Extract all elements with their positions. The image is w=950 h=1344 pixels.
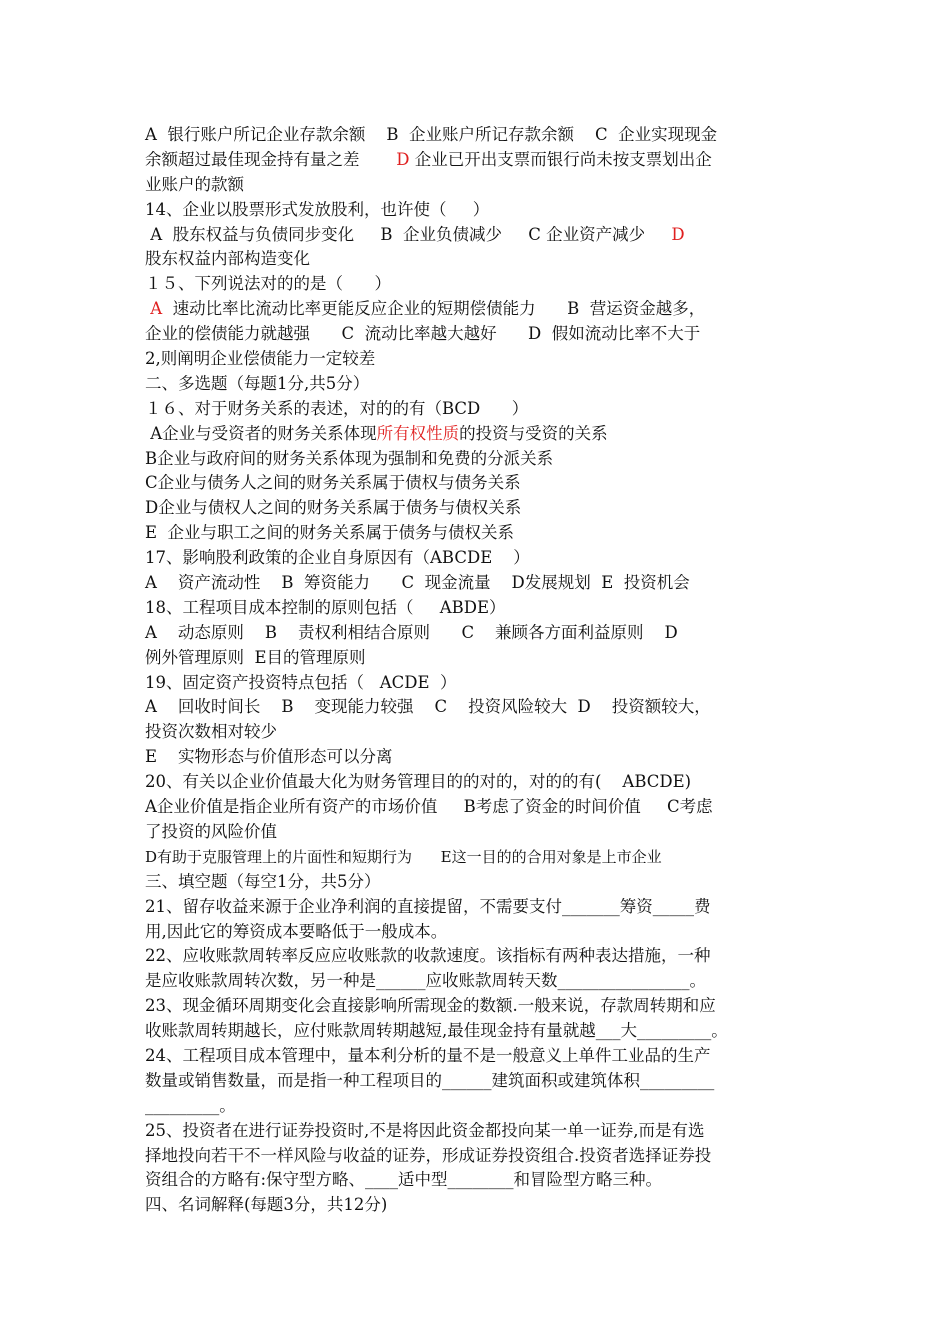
text-segment: 24、工程项目成本管理中，量本利分析的量不是一般意义上单件工业品的生产 xyxy=(145,1045,711,1065)
text-segment: １６、对于财务关系的表述，对的的有（BCD ） xyxy=(145,398,529,418)
text-segment: 20、有关以企业价值最大化为财务管理目的的对的，对的的有( ABCDE) xyxy=(145,772,692,792)
text-line xyxy=(145,272,815,297)
text-line xyxy=(145,671,815,696)
text-line xyxy=(145,596,815,621)
text-segment: 数量或销售数量，而是指一种工程项目的______建筑面积或建筑体积_________ xyxy=(145,1070,715,1090)
text-segment: 了投资的风险价值 xyxy=(145,821,277,841)
text-segment: A 动态原则 B 责权利相结合原则 C 兼顾各方面利益原则 D xyxy=(145,622,678,642)
text-segment: 企业的偿债能力就越强 C 流动比率越大越好 D 假如流动比率不大于 xyxy=(145,324,701,344)
text-line xyxy=(145,845,815,870)
text-segment: A企业价值是指企业所有资产的市场价值 B考虑了资金的时间价值 C考虑 xyxy=(145,797,713,817)
text-segment: _________。 xyxy=(145,1095,236,1115)
text-segment: D企业与债权人之间的财务关系属于债务与债权关系 xyxy=(145,498,522,518)
text-segment: C企业与债务人之间的财务关系属于债权与债务关系 xyxy=(145,473,521,493)
text-segment: 择地投向若干不一样风险与收益的证券，形成证券投资组合.投资者选择证券投 xyxy=(145,1145,712,1165)
text-segment: 股东权益内部构造变化 xyxy=(145,249,310,269)
text-line xyxy=(145,546,815,571)
text-line xyxy=(145,422,815,447)
text-segment: E 实物形态与价值形态可以分离 xyxy=(145,747,393,767)
text-segment: 23、现金循环周期变化会直接影响所需现金的数额.一般来说，存款周转期和应 xyxy=(145,996,716,1016)
text-segment: 14、企业以股票形式发放股利，也许使（ ） xyxy=(145,199,490,219)
document-body xyxy=(145,123,815,1218)
text-line xyxy=(145,944,815,969)
text-segment: 投资次数相对较少 xyxy=(145,722,277,742)
text-line xyxy=(145,1069,815,1094)
text-line xyxy=(145,247,815,272)
text-segment: A 资产流动性 B 筹资能力 C 现金流量 D发展规划 E 投资机会 xyxy=(145,573,690,593)
text-line xyxy=(145,621,815,646)
text-line xyxy=(145,795,815,820)
text-segment: E 企业与职工之间的财务关系属于债务与债权关系 xyxy=(145,523,515,543)
highlighted-text: 所有权性质 xyxy=(376,423,460,443)
text-segment: A 股东权益与负债同步变化 B 企业负债减少 C 企业资产减少 xyxy=(145,224,672,244)
text-line xyxy=(145,223,815,248)
text-segment: 25、投资者在进行证券投资时,不是将因此资金都投向某一单一证券,而是有选 xyxy=(145,1120,705,1140)
text-segment: 18、工程项目成本控制的原则包括（ ABDE） xyxy=(145,597,506,617)
highlighted-text: A xyxy=(145,299,163,319)
text-line xyxy=(145,372,815,397)
text-segment: 企业已开出支票而银行尚未按支票划出企 xyxy=(409,149,712,169)
text-line xyxy=(145,447,815,472)
text-line xyxy=(145,1168,815,1193)
text-segment: 例外管理原则 E目的管理原则 xyxy=(145,647,366,667)
highlighted-text: D xyxy=(671,224,685,244)
text-line xyxy=(145,895,815,920)
text-segment: 二、多选题（每题1分,共5分） xyxy=(145,373,370,393)
text-segment: A企业与受资者的财务关系体现 xyxy=(145,423,377,443)
text-line xyxy=(145,1094,815,1119)
text-line xyxy=(145,148,815,173)
text-segment: D有助于克服管理上的片面性和短期行为 E这一目的的合用对象是上市企业 xyxy=(145,847,662,866)
text-segment: 22、应收账款周转率反应应收账款的收款速度。该指标有两种表达措施，一种 xyxy=(145,946,711,966)
text-segment: 的投资与受资的关系 xyxy=(459,423,608,443)
text-segment: １５、下列说法对的的是（ ） xyxy=(145,274,391,294)
text-segment: 17、影响股利政策的企业自身原因有（ABCDE ） xyxy=(145,548,530,568)
text-line xyxy=(145,1144,815,1169)
text-segment: 用,因此它的筹资成本要略低于一般成本。 xyxy=(145,921,448,941)
text-line xyxy=(145,1119,815,1144)
text-line xyxy=(145,571,815,596)
text-line xyxy=(145,173,815,198)
text-line xyxy=(145,994,815,1019)
text-line xyxy=(145,720,815,745)
text-line xyxy=(145,770,815,795)
text-segment: A 银行账户所记企业存款余额 B 企业账户所记存款余额 C 企业实现现金 xyxy=(145,125,718,144)
text-segment: 余额超过最佳现金持有量之差 xyxy=(145,149,397,169)
text-line xyxy=(145,870,815,895)
text-line xyxy=(145,969,815,994)
text-line xyxy=(145,1193,815,1218)
text-line xyxy=(145,397,815,422)
text-segment: 四、名词解释(每题3分，共12分) xyxy=(145,1195,388,1215)
text-line xyxy=(145,695,815,720)
text-segment: 19、固定资产投资特点包括（ ACDE ） xyxy=(145,672,457,692)
text-line xyxy=(145,745,815,770)
text-segment: B企业与政府间的财务关系体现为强制和免费的分派关系 xyxy=(145,448,554,468)
highlighted-text: D xyxy=(396,149,410,169)
text-segment: 收账款周转期越长，应付账款周转期越短,最佳现金持有量就越___大_________。 xyxy=(145,1021,728,1041)
text-segment: A 回收时间长 B 变现能力较强 C 投资风险较大 D 投资额较大， xyxy=(145,697,711,717)
text-line xyxy=(145,496,815,521)
text-segment: 资组合的方略有:保守型方略、____适中型________和冒险型方略三种。 xyxy=(145,1170,663,1190)
text-segment: 业账户的款额 xyxy=(145,174,244,194)
text-line xyxy=(145,1019,815,1044)
text-segment: 三、填空题（每空1分，共5分） xyxy=(145,871,381,891)
text-line xyxy=(145,198,815,223)
text-segment: 2,则阐明企业偿债能力一定较差 xyxy=(145,349,376,369)
text-line xyxy=(145,1044,815,1069)
text-line xyxy=(145,322,815,347)
text-line xyxy=(145,347,815,372)
text-line xyxy=(145,646,815,671)
text-segment: 速动比率比流动比率更能反应企业的短期偿债能力 B 营运资金越多， xyxy=(162,299,706,319)
text-segment: 是应收账款周转次数，另一种是______应收账款周转天数________________。 xyxy=(145,971,706,991)
text-line xyxy=(145,820,815,845)
text-line xyxy=(145,297,815,322)
text-line xyxy=(145,123,815,148)
text-line xyxy=(145,920,815,945)
text-line xyxy=(145,521,815,546)
text-line xyxy=(145,471,815,496)
text-segment: 21、留存收益来源于企业净利润的直接提留，不需要支付_______筹资_____费 xyxy=(145,896,711,916)
